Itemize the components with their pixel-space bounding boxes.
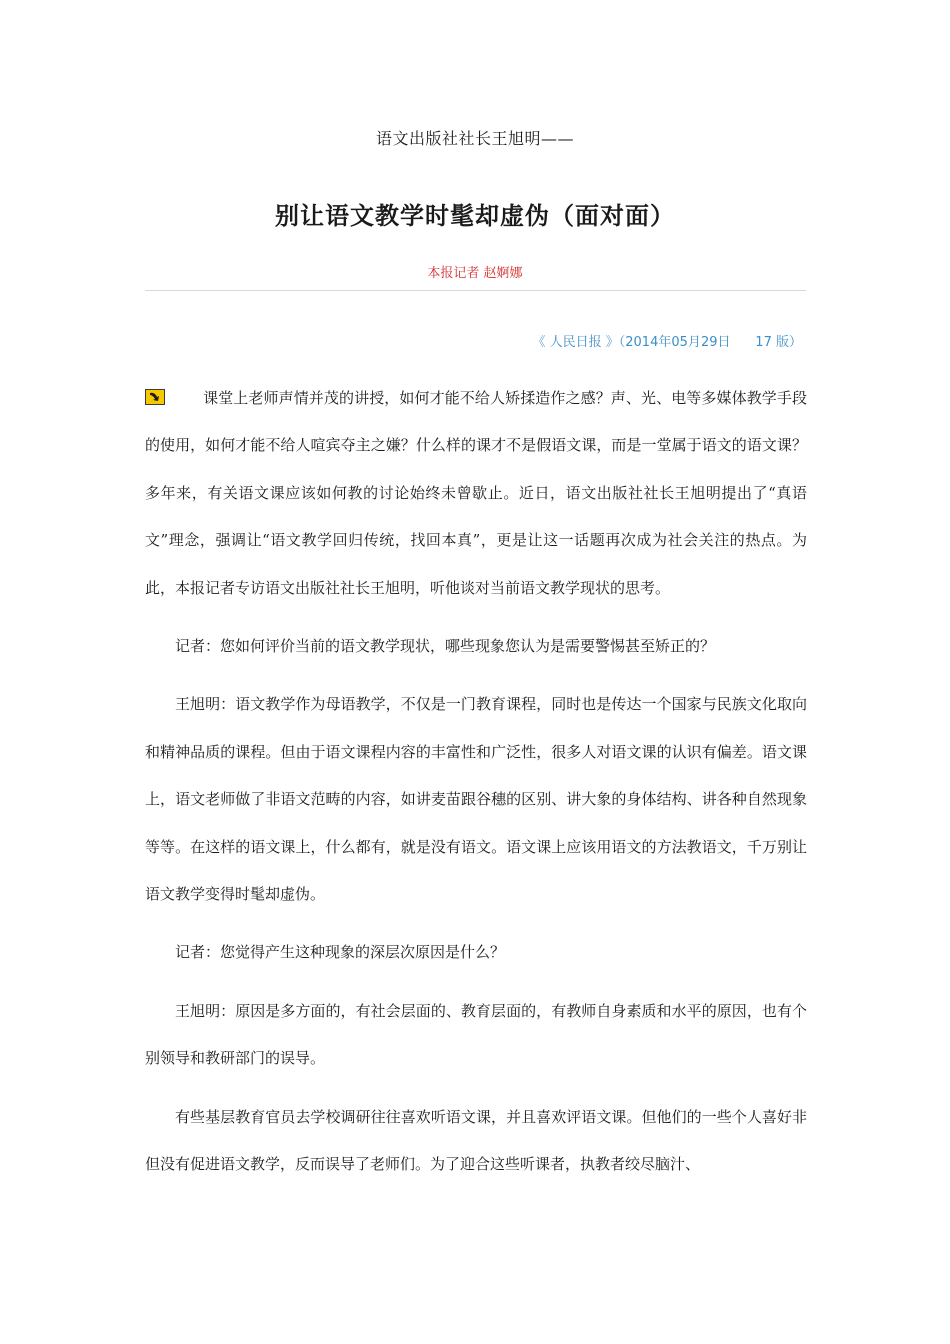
paragraph-question-1: 记者：您如何评价当前的语文教学现状，哪些现象您认为是需要警惕甚至矫正的？ xyxy=(175,637,716,656)
article-title: 别让语文教学时髦却虚伪（面对面） xyxy=(275,201,675,230)
source-day-unit: 日 xyxy=(717,335,731,350)
source-day: 29 xyxy=(700,335,718,350)
paragraph-answer-2-cont: 有些基层教育官员去学校调研往往喜欢听语文课，并且喜欢评语文课。但他们的一些个人喜好非但没有促进语文教学，反而误导了老师们。为了迎合这些听课者，执教者绞尽脑汁、 xyxy=(145,1107,807,1174)
paragraph-question-2: 记者：您觉得产生这种现象的深层次原因是什么？ xyxy=(175,943,506,962)
source-page-unit: 版） xyxy=(775,335,802,350)
article-source[interactable] xyxy=(533,331,803,350)
paragraph-answer-1: 王旭明：语文教学作为母语教学，不仅是一门教育课程，同时也是传达一个国家与民族文化取向和精神品质的课程。但由于语文课程内容的丰富性和广泛性，很多人对语文课的认识有偏差。语文课上，语文老师做了非语文范畴的内容，如讲麦苗跟谷穗的区别、讲大象的身体结构、讲各种自然现象等等。在这样的语文课上，什么都有，就是没有语文。语文课上应该用语文的方法教语文，千万别让语文教学变得时髦却虚伪。 xyxy=(145,695,807,904)
source-paper[interactable]: 《 人民日报 》（ xyxy=(532,335,626,350)
paragraph-intro xyxy=(145,375,807,612)
source-year-unit: 年 xyxy=(658,335,672,350)
article-body xyxy=(145,375,807,1200)
article-byline: 本报记者 赵婀娜 xyxy=(427,266,523,281)
article-kicker: 语文出版社社长王旭明—— xyxy=(375,129,574,148)
source-month: 05 xyxy=(671,335,688,350)
source-year: 2014 xyxy=(625,335,659,350)
arrow-badge-icon xyxy=(145,389,165,405)
header-divider xyxy=(145,290,806,291)
paragraph-answer-2: 王旭明：原因是多方面的，有社会层面的、教育层面的，有教师自身素质和水平的原因，也有个别领导和教研部门的误导。 xyxy=(145,1001,807,1068)
paragraph-text: 课堂上老师声情并茂的讲授，如何才能不给人矫揉造作之感？声、光、电等多媒体教学手段的使用，如何才能不给人喧宾夺主之嫌？什么样的课才不是假语文课，而是一堂属于语文的语文课？多年来，有关语文课应该如何教的讨论始终未曾歇止。近日，语文出版社社长王旭明提出了“真语文”理念，强调让“语文教学回归传统，找回本真”，更是让这一话题再次成为社会关注的热点。为此，本报记者专访语文出版社社长王旭明，听他谈对当前语文教学现状的思考。 xyxy=(145,389,807,597)
source-month-unit: 月 xyxy=(687,335,701,350)
source-page: 17 xyxy=(755,335,772,350)
